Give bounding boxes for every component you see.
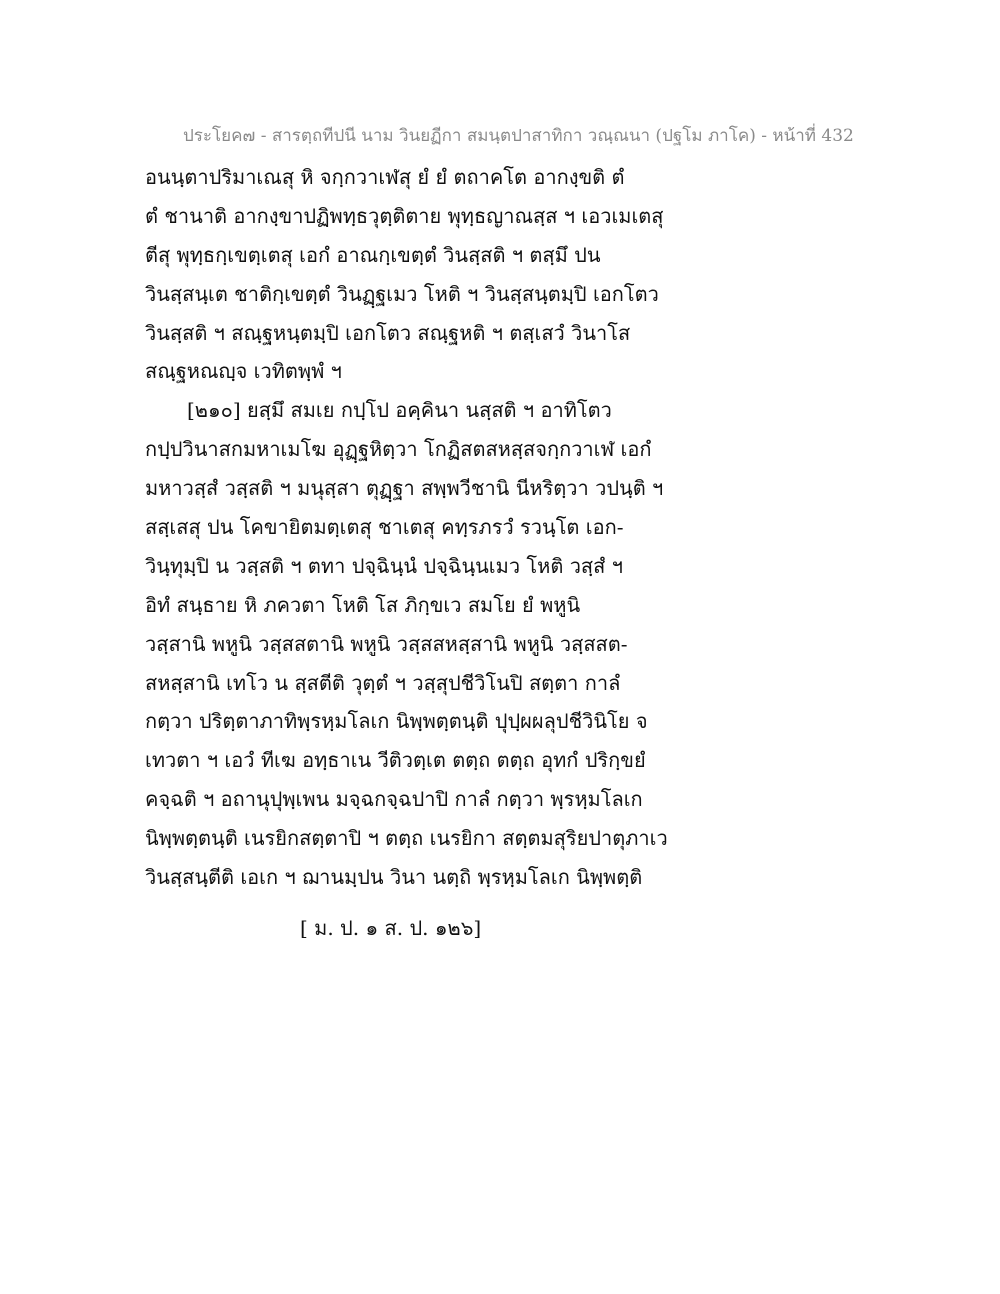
text-line: วินสฺสนฺเต ชาติกฺเขตฺตํ วินฏฺฐเมว โหติ ฯ วินสฺสนฺตมฺปิ เอกโตว (145, 281, 659, 306)
text-line: อนนฺตาปริมาเณสุ หิ จกฺกวาเฬสุ ยํ ยํ ตถาคโต อากงฺขติ ตํ (145, 165, 625, 189)
text-line: วินสฺสติ ฯ สณฺฐหนฺตมฺปิ เอกโตว สณฺฐหติ ฯ ตสฺเสวํ วินาโส (145, 320, 631, 345)
page-reference: [ ม. ป. ๑ ส. ป. ๑๒๖] (300, 916, 482, 940)
text-line: วสฺสานิ พหูนิ วสฺสสตานิ พหูนิ วสฺสสหสฺสานิ พหูนิ วสฺสสต- (145, 631, 628, 656)
paragraph-start-line: [๒๑๐] ยสฺมึ สมเย กปฺโป อคฺคินา นสฺสติ ฯ อาทิโตว (187, 398, 612, 423)
text-line: ตํ ชานาติ อากงฺขาปฏิพทฺธวุตฺติตาย พุทฺธญาณสฺส ฯ เอวเมเตสุ (145, 203, 664, 228)
text-line: คจฺฉติ ฯ อถานุปุพฺเพน มจฺฉกจฺฉปาปิ กาลํ กตฺวา พฺรหฺมโลเก (145, 787, 643, 812)
text-line: สสฺเสสุ ปน โคขายิตมตฺเตสุ ชาเตสุ คทฺรภรวํ รวนฺโต เอก- (145, 515, 624, 540)
text-line: วินสฺสนฺตีติ เอเก ฯ ฌานมฺปน วินา นตฺถิ พฺรหฺมโลเก นิพฺพตฺติ (145, 865, 643, 890)
text-line: มหาวสฺสํ วสฺสติ ฯ มนุสฺสา ตุฏฺฐา สพฺพวีชานิ นีหริตฺวา วปนฺติ ฯ (145, 476, 664, 501)
text-line: วินฺทุมฺปิ น วสฺสติ ฯ ตทา ปจฺฉินฺนํ ปจฺฉินฺนเมว โหติ วสฺสํ ฯ (145, 553, 623, 578)
text-line: สณฺฐหณญฺจ เวทิตพฺพํ ฯ (145, 359, 342, 384)
text-line: นิพฺพตฺตนฺติ เนรยิกสตฺตาปิ ฯ ตตฺถ เนรยิกา สตฺตมสุริยปาตุภาเว (145, 826, 668, 851)
text-line: สหสฺสานิ เทโว น สฺสตีติ วุตฺตํ ฯ วสฺสุปชีวิโนปิ สตฺตา กาลํ (145, 670, 621, 695)
text-line: กปฺปวินาสกมหาเมโฆ อุฏฺฐหิตฺวา โกฏิสตสหสฺสจกฺกวาเฬ เอกํ (145, 437, 652, 462)
text-line: อิทํ สนฺธาย หิ ภควตา โหติ โส ภิกฺขเว สมโย ยํ พหูนิ (145, 592, 581, 617)
text-line: เทวตา ฯ เอวํ ทีเฆ อทฺธาเน วีติวตฺเต ตตฺถ ตตฺถ อุทกํ ปริกฺขยํ (145, 748, 646, 773)
text-line: ตีสุ พุทฺธกฺเขตฺเตสุ เอกํ อาณกฺเขตฺตํ วินสฺสติ ฯ ตสฺมึ ปน (145, 242, 601, 267)
body-text (145, 158, 668, 897)
page-header: ประโยค๗ - สารตฺถทีปนี นาม วินยฏีกา สมนฺตปาสาทิกา วณฺณนา (ปฐโม ภาโค) - หน้าที่ 432 (183, 126, 854, 146)
text-line: กตฺวา ปริตฺตาภาทิพฺรหฺมโลเก นิพฺพตฺตนฺติ ปุปฺผผลุปชีวินิโย จ (145, 709, 648, 734)
